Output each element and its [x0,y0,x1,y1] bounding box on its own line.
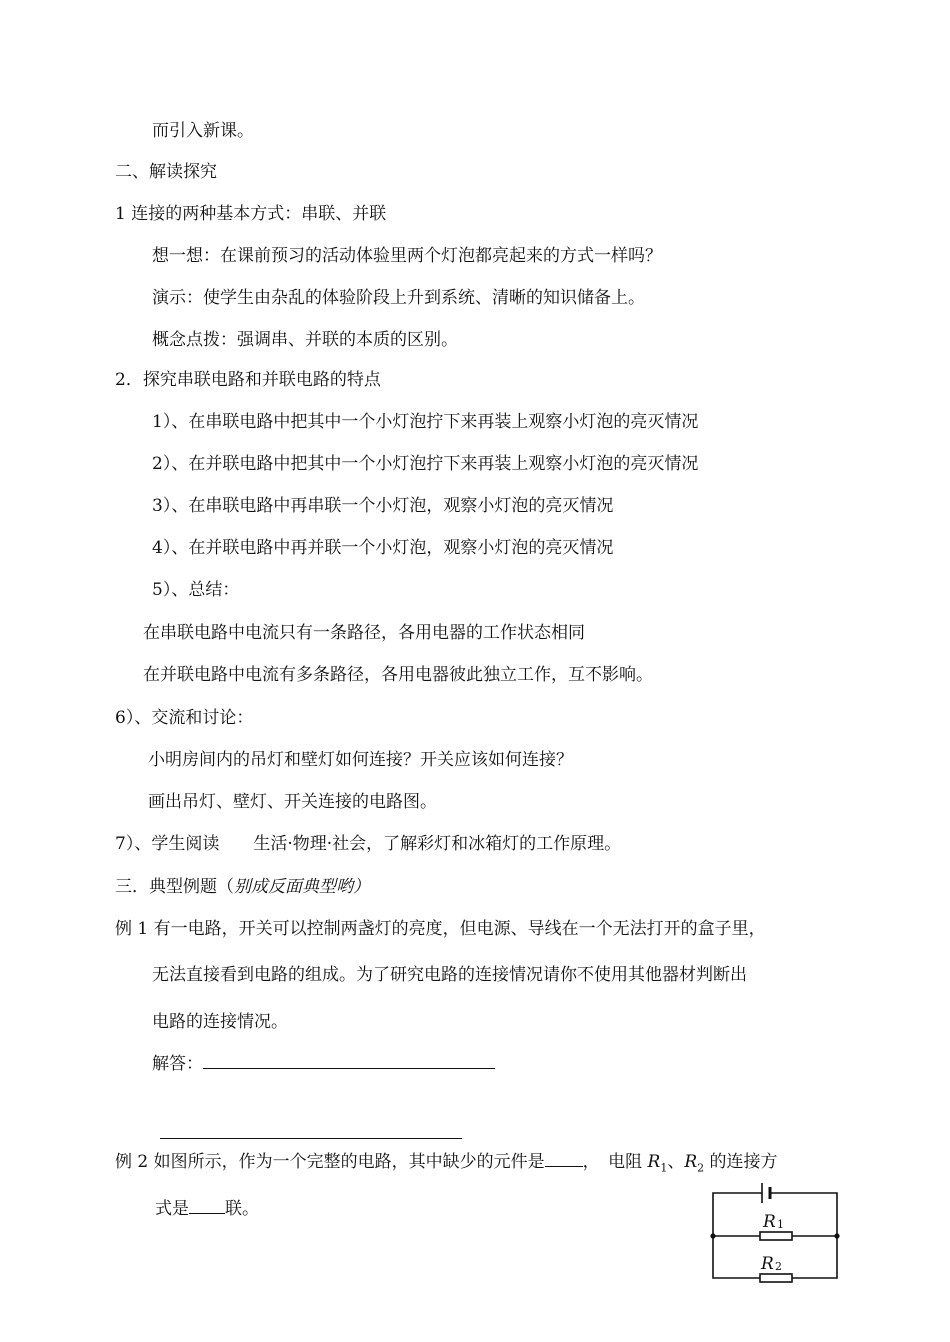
subsection-heading-features: 2．探究串联电路和并联电路的特点 [115,370,381,390]
answer-blank[interactable] [203,1068,495,1069]
example-2-part: 式是 [155,1199,189,1219]
heading-italic-note: 别成反面典型哟） [234,877,370,897]
text-line: 无法直接看到电路的组成。为了研究电路的连接情况请你不使用其他器材判断出 [152,965,747,985]
heading-text: 三．典型例题（ [115,877,234,897]
example-2-text [115,1150,778,1180]
junction-dot-right [834,1233,839,1238]
example-2-part: 的连接方 [704,1152,778,1172]
answer-blank-2[interactable] [160,1138,462,1139]
r1-label: R [763,1212,776,1232]
connection-type-blank[interactable] [189,1213,225,1214]
r2-label-subscript: 2 [775,1260,782,1273]
text-line: 电路的连接情况。 [152,1012,288,1032]
list-item: 6）、交流和讨论： [115,708,254,728]
r1-label-subscript: 1 [777,1218,784,1231]
text-line: 在并联电路中电流有多条路径，各用电器彼此独立工作，互不影响。 [143,665,653,685]
list-item: 2）、在并联电路中把其中一个小灯泡拧下来再装上观察小灯泡的亮灭情况 [152,454,699,474]
section-heading-explore: 二、解读探究 [115,162,217,182]
r2-label: R [761,1254,774,1274]
resistor-r1-icon [760,1232,792,1240]
circuit-diagram [700,1176,850,1286]
r1-symbol: R [647,1152,661,1172]
r1-subscript: 1 [660,1161,668,1175]
text-line: 演示：使学生由杂乱的体验阶段上升到系统、清晰的知识储备上。 [152,288,645,308]
example-2-text-cont [155,1197,259,1221]
list-item: 4）、在并联电路中再并联一个小灯泡，观察小灯泡的亮灭情况 [152,538,614,558]
answer-label: 解答： [152,1054,203,1074]
list-item: 3）、在串联电路中再串联一个小灯泡，观察小灯泡的亮灭情况 [152,496,614,516]
list-item: 7）、学生阅读 生活·物理·社会，了解彩灯和冰箱灯的工作原理。 [115,834,622,854]
missing-component-blank[interactable] [545,1166,583,1167]
example-2-part: 、 [667,1152,685,1172]
subsection-heading-connection: 1 连接的两种基本方式：串联、并联 [115,204,387,224]
example-1-text: 例 1 有一电路，开关可以控制两盏灯的亮度，但电源、导线在一个无法打开的盒子里， [115,919,766,939]
resistor-r2-icon [760,1274,792,1282]
text-line: 在串联电路中电流只有一条路径，各用电器的工作状态相同 [143,623,585,643]
text-line: 概念点拨：强调串、并联的本质的区别。 [152,330,458,350]
answer-line [152,1052,495,1076]
list-item: 1）、在串联电路中把其中一个小灯泡拧下来再装上观察小灯泡的亮灭情况 [152,412,699,432]
example-2-part: 例 2 如图所示，作为一个完整的电路，其中缺少的元件是 [115,1152,545,1172]
r2-symbol: R [684,1152,698,1172]
text-line: 想一想：在课前预习的活动体验里两个灯泡都亮起来的方式一样吗？ [152,246,662,266]
example-2-part: 联。 [225,1199,259,1219]
list-item: 5）、总结： [152,580,240,600]
r2-subscript: 2 [697,1161,705,1175]
text-line: 而引入新课。 [152,121,254,141]
text-line: 画出吊灯、壁灯、开关连接的电路图。 [148,792,437,812]
junction-dot-left [710,1233,715,1238]
example-2-part: ， 电阻 [582,1152,648,1172]
text-line: 小明房间内的吊灯和壁灯如何连接？开关应该如何连接？ [148,750,573,770]
section-heading-examples [115,875,370,899]
